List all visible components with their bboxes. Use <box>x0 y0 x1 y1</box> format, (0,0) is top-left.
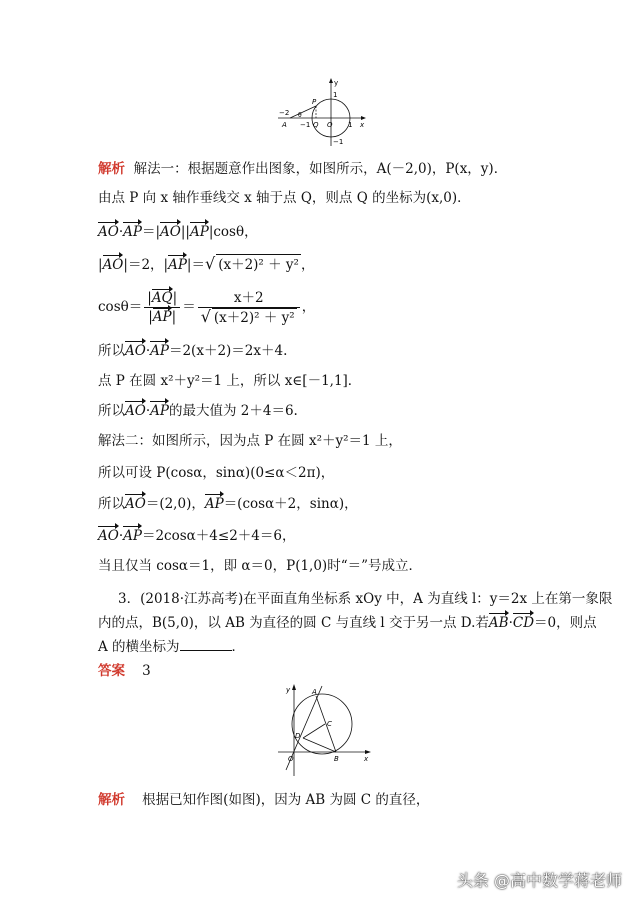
fig1-x-label: x <box>360 121 365 129</box>
fig2-D: D <box>295 732 301 740</box>
text-line: 由点 P 向 x 轴作垂线交 x 轴于点 Q，则点 Q 的坐标为(x,0)． <box>98 190 471 206</box>
formula-dot-product: AO·AP＝|AO||AP|cosθ， <box>98 224 258 240</box>
figure-circle-line <box>276 680 376 780</box>
fig1-Q: Q <box>313 121 319 129</box>
question-3-line3: A 的横坐标为 ． <box>98 639 246 655</box>
fig1-1-x: 1 <box>348 121 353 129</box>
fig2-x-label: x <box>364 755 369 763</box>
formula-max: 所以AO·AP的最大值为 2＋4＝6. <box>98 403 298 419</box>
fig1-y-label: y <box>334 79 339 87</box>
fig1-1-top: 1 <box>333 91 338 99</box>
watermark: 头条 @高中数学蒋老师 <box>456 871 622 890</box>
final-analysis: 解析 根据已知作图(如图)，因为 AB 为圆 C 的直径， <box>98 792 430 808</box>
answer-tag: 答案 <box>98 663 125 679</box>
text-line: 点 P 在圆 x²＋y²＝1 上，所以 x∈[－1,1]． <box>98 373 362 389</box>
fig2-C: C <box>327 720 332 728</box>
fig2-y-label: y <box>286 686 291 694</box>
fig1-neg2: −2 <box>279 109 290 117</box>
fig1-neg1-bottom: −1 <box>333 138 344 146</box>
fig2-A: A <box>312 688 317 696</box>
fig2-O: O <box>288 755 294 763</box>
text-line: 所以可设 P(cosα，sinα)(0≤α＜2π)， <box>98 465 335 481</box>
answer-line: 答案 3 <box>98 663 151 679</box>
analysis-tag-2: 解析 <box>98 792 125 808</box>
answer-blank <box>180 637 232 651</box>
fig1-neg1: −1 <box>300 121 311 129</box>
question-3-line1: 3．(2018·江苏高考)在平面直角坐标系 xOy 中，A 为直线 l：y＝2x 上在第一象限 <box>118 591 613 607</box>
analysis-tag: 解析 <box>98 161 125 177</box>
formula-cos: cosθ＝ $\frac{|AQ|}{|AP|}$ ＝ $\frac{x+2}{\text{√ (x＋2)² ＋ y²}}$ ， <box>98 289 316 326</box>
formula-dot2: AO·AP＝2cosα＋4≤2＋4＝6， <box>98 528 296 544</box>
fig1-P: P <box>312 98 317 106</box>
formula-result: 所以AO·AP＝2(x＋2)＝2x＋4. <box>98 343 288 359</box>
solution1-header: 解析 解法一：根据题意作出图象，如图所示，A(－2,0)，P(x，y)． <box>98 161 508 177</box>
figure-unit-circle <box>276 76 368 148</box>
text-line: 解法二：如图所示，因为点 P 在圆 x²＋y²＝1 上， <box>98 433 402 449</box>
fig1-A: A <box>282 121 287 129</box>
formula-vectors: 所以AO＝(2,0)，AP＝(cosα＋2，sinα)， <box>98 496 358 512</box>
fig1-O: O <box>327 121 333 129</box>
formula-magnitudes: |AO|＝2，|AP|＝√ (x＋2)² ＋ y² ， <box>98 254 315 273</box>
text-line: 当且仅当 cosα＝1，即 α＝0，P(1,0)时“＝”号成立． <box>98 558 422 574</box>
fig1-theta: θ <box>298 112 302 119</box>
question-3-line2: 内的点，B(5,0)，以 AB 为直径的圆 C 与直线 l 交于另一点 D.若AB·CD＝0，则点 <box>98 615 597 631</box>
fig2-B: B <box>334 755 339 763</box>
